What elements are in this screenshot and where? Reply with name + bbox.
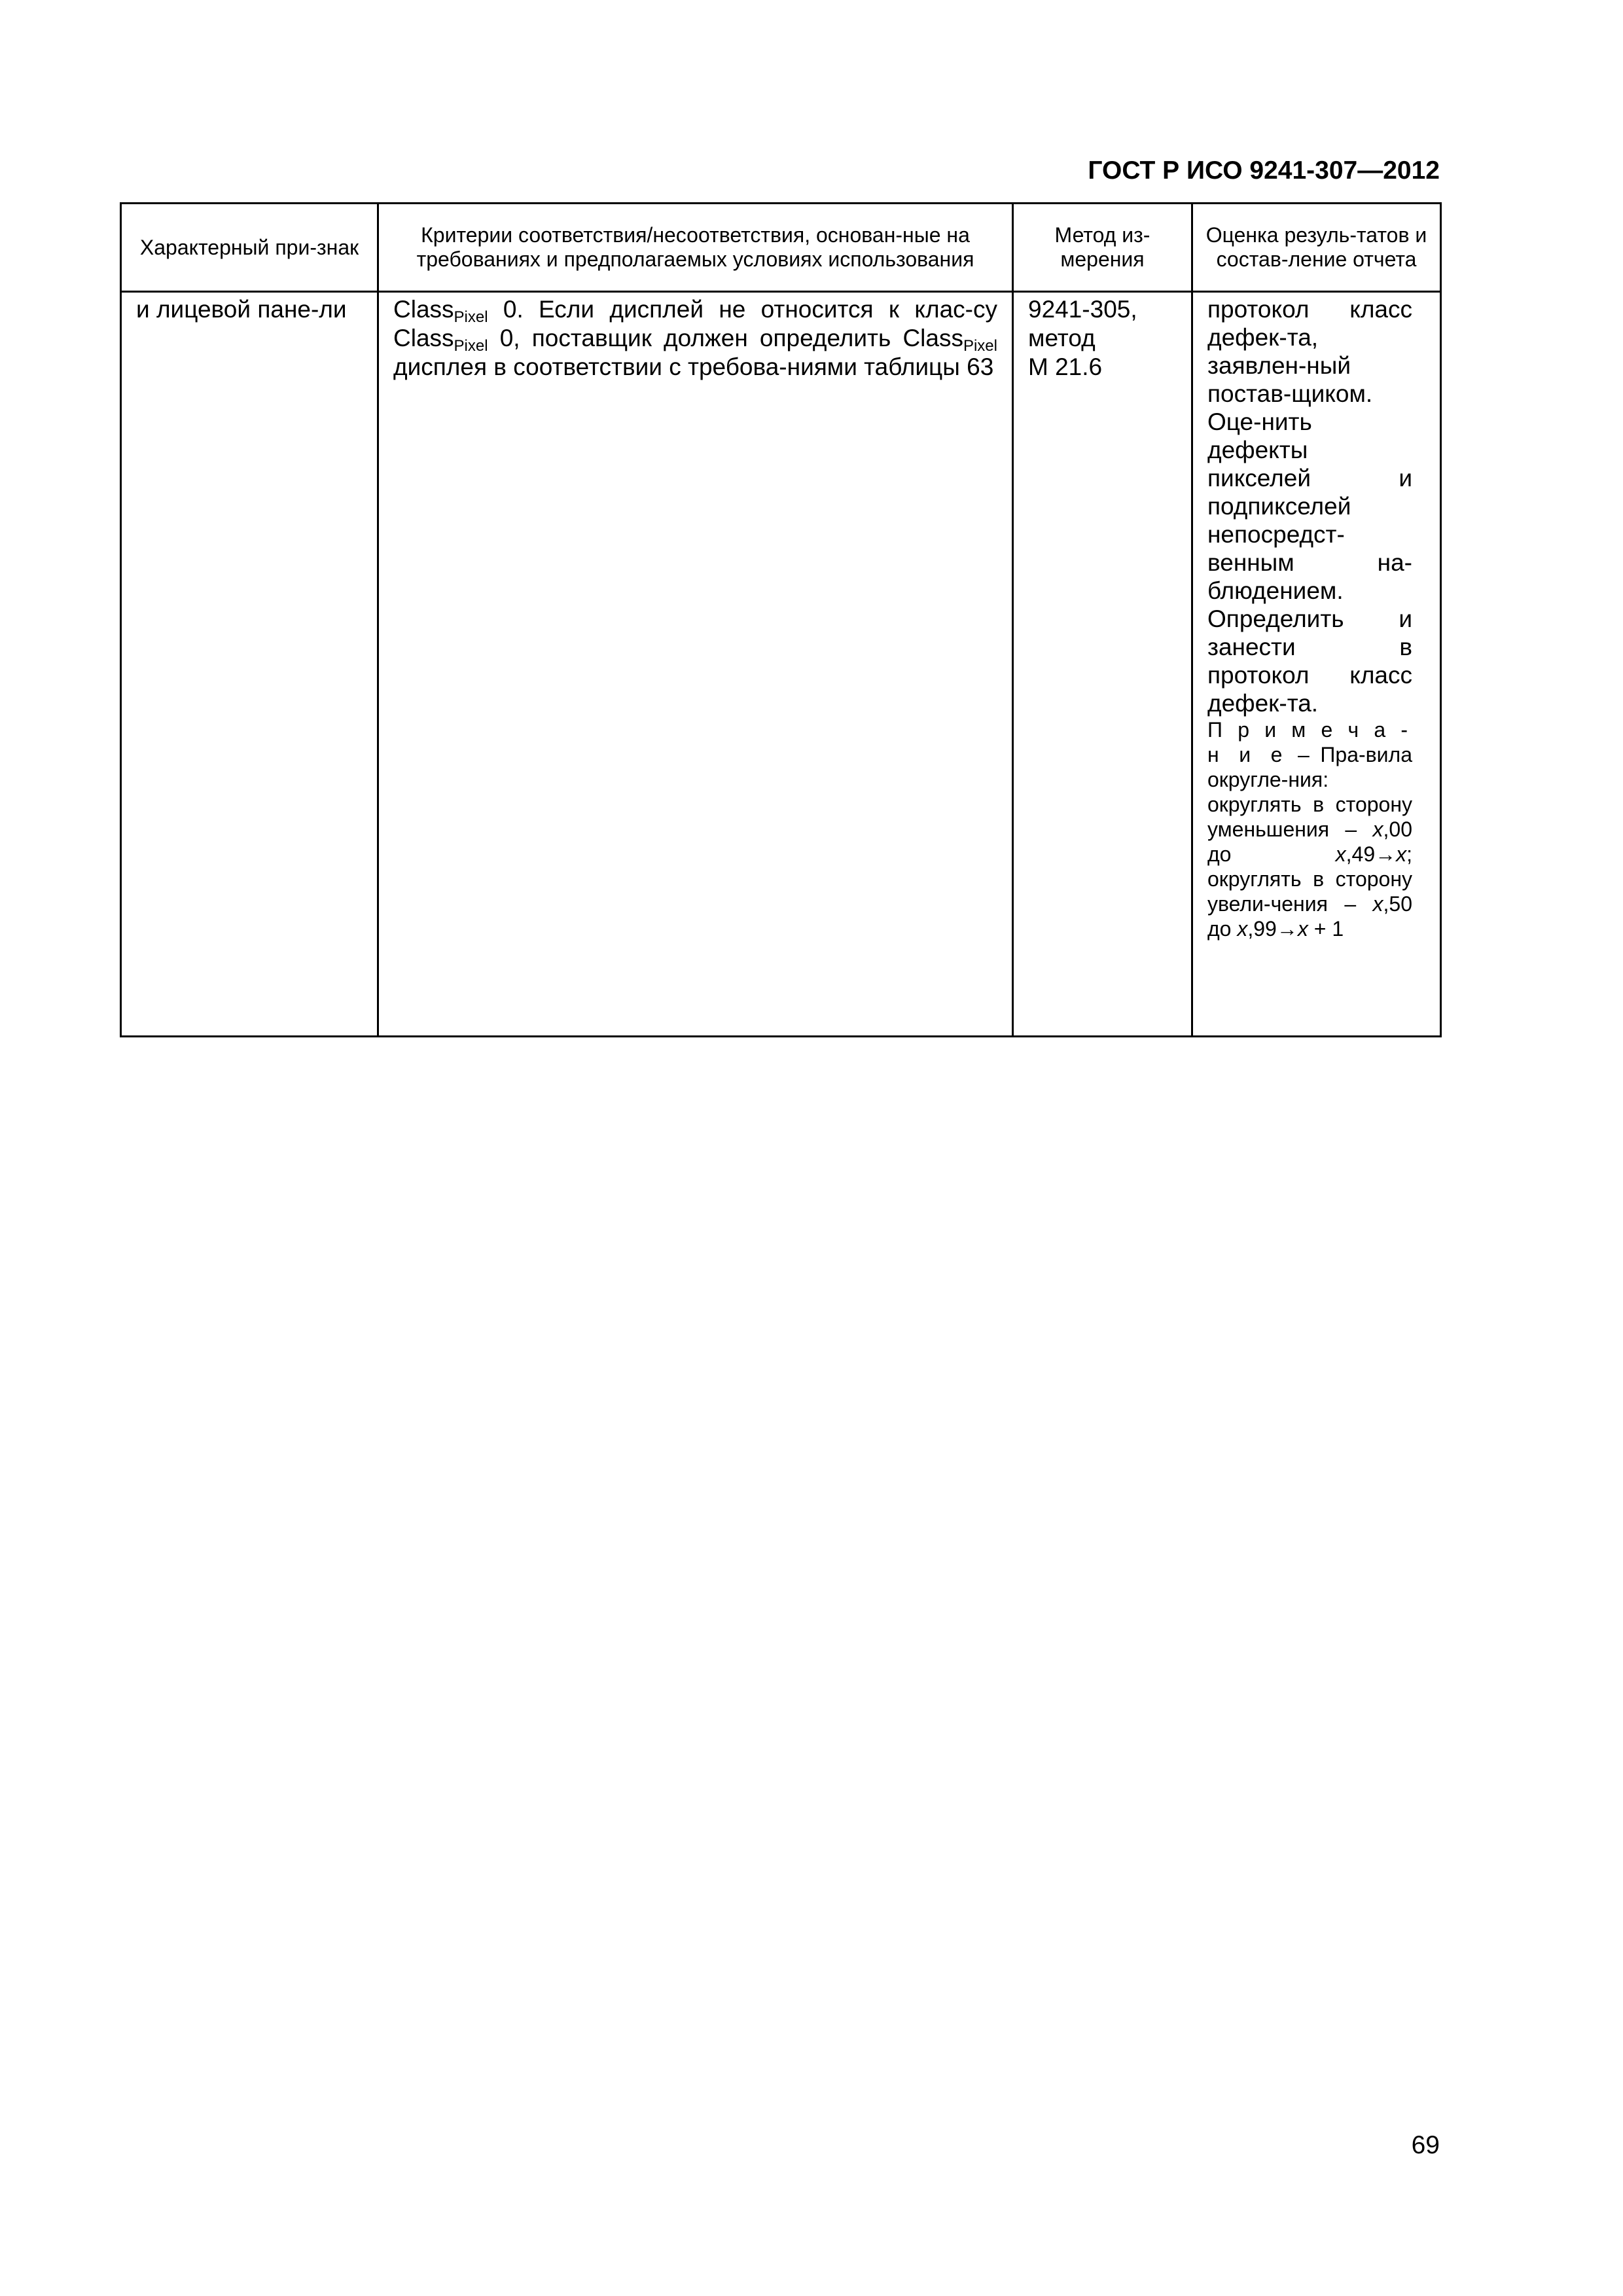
variable-x: x — [1396, 842, 1407, 866]
pixel-subscript: Pixel — [454, 308, 488, 326]
variable-x: x — [1237, 917, 1248, 941]
evaluation-cell — [1192, 292, 1441, 1037]
note-part: ,50 до — [1207, 892, 1412, 941]
criteria-part: 0, поставщик должен определить — [488, 325, 903, 351]
note-part: ; округлять в сторону увели-чения – — [1207, 842, 1412, 916]
variable-x: x — [1297, 917, 1308, 941]
method-line: М 21.6 — [1028, 353, 1103, 380]
page-number: 69 — [1411, 2131, 1440, 2159]
method-text — [1014, 293, 1191, 382]
column-header-criteria: Критерии соответствия/несоответствия, основан-ные на требованиях и предполагаемых условиях использования — [378, 204, 1013, 292]
variable-x: x — [1372, 892, 1383, 916]
column-header-feature: Характерный при-знак — [121, 204, 378, 292]
note-part: ,99→ — [1247, 917, 1298, 941]
note-part: – Пра-вила округле-ния: округлять в сторону уменьшения – — [1207, 743, 1413, 841]
requirements-table — [120, 202, 1442, 1037]
feature-text: и лицевой пане-ли — [136, 296, 347, 323]
evaluation-block — [1193, 293, 1440, 941]
note-part: ,49→ — [1346, 842, 1397, 866]
note-part: + 1 — [1308, 917, 1344, 941]
note-label: П р и м е ч а - н и е — [1207, 718, 1412, 766]
feature-cell — [121, 292, 378, 1037]
note-part: ,00 до — [1207, 817, 1412, 866]
method-line: метод — [1028, 325, 1096, 351]
class-word: Class — [902, 325, 963, 351]
method-cell — [1013, 292, 1192, 1037]
class-word: Class — [393, 296, 454, 323]
method-line: 9241-305, — [1028, 296, 1137, 323]
column-header-method: Метод из-мерения — [1013, 204, 1192, 292]
table-header-row — [121, 204, 1441, 292]
criteria-part: 0. Если дисплей не относится к клас-су — [488, 296, 997, 323]
criteria-cell — [378, 292, 1013, 1037]
table-row — [121, 292, 1441, 1037]
criteria-part: дисплея в соответствии с требова-ниями таблицы 63 — [393, 353, 994, 380]
evaluation-text: протокол класс дефек-та, заявлен-ный постав-щиком. Оце-нить дефекты пикселей и подпикселей непосредст-венным на-блюдением. Определить и занести в протокол класс дефек-та. — [1207, 296, 1412, 717]
pixel-subscript: Pixel — [963, 337, 997, 355]
criteria-text — [379, 293, 1012, 382]
variable-x: x — [1335, 842, 1346, 866]
rounding-note — [1207, 717, 1412, 941]
pixel-subscript: Pixel — [454, 337, 488, 355]
variable-x: x — [1372, 817, 1383, 841]
column-header-evaluation: Оценка резуль-татов и состав-ление отчета — [1192, 204, 1441, 292]
document-id-header: ГОСТ Р ИСО 9241-307—2012 — [1088, 156, 1440, 185]
class-word: Class — [393, 325, 454, 351]
